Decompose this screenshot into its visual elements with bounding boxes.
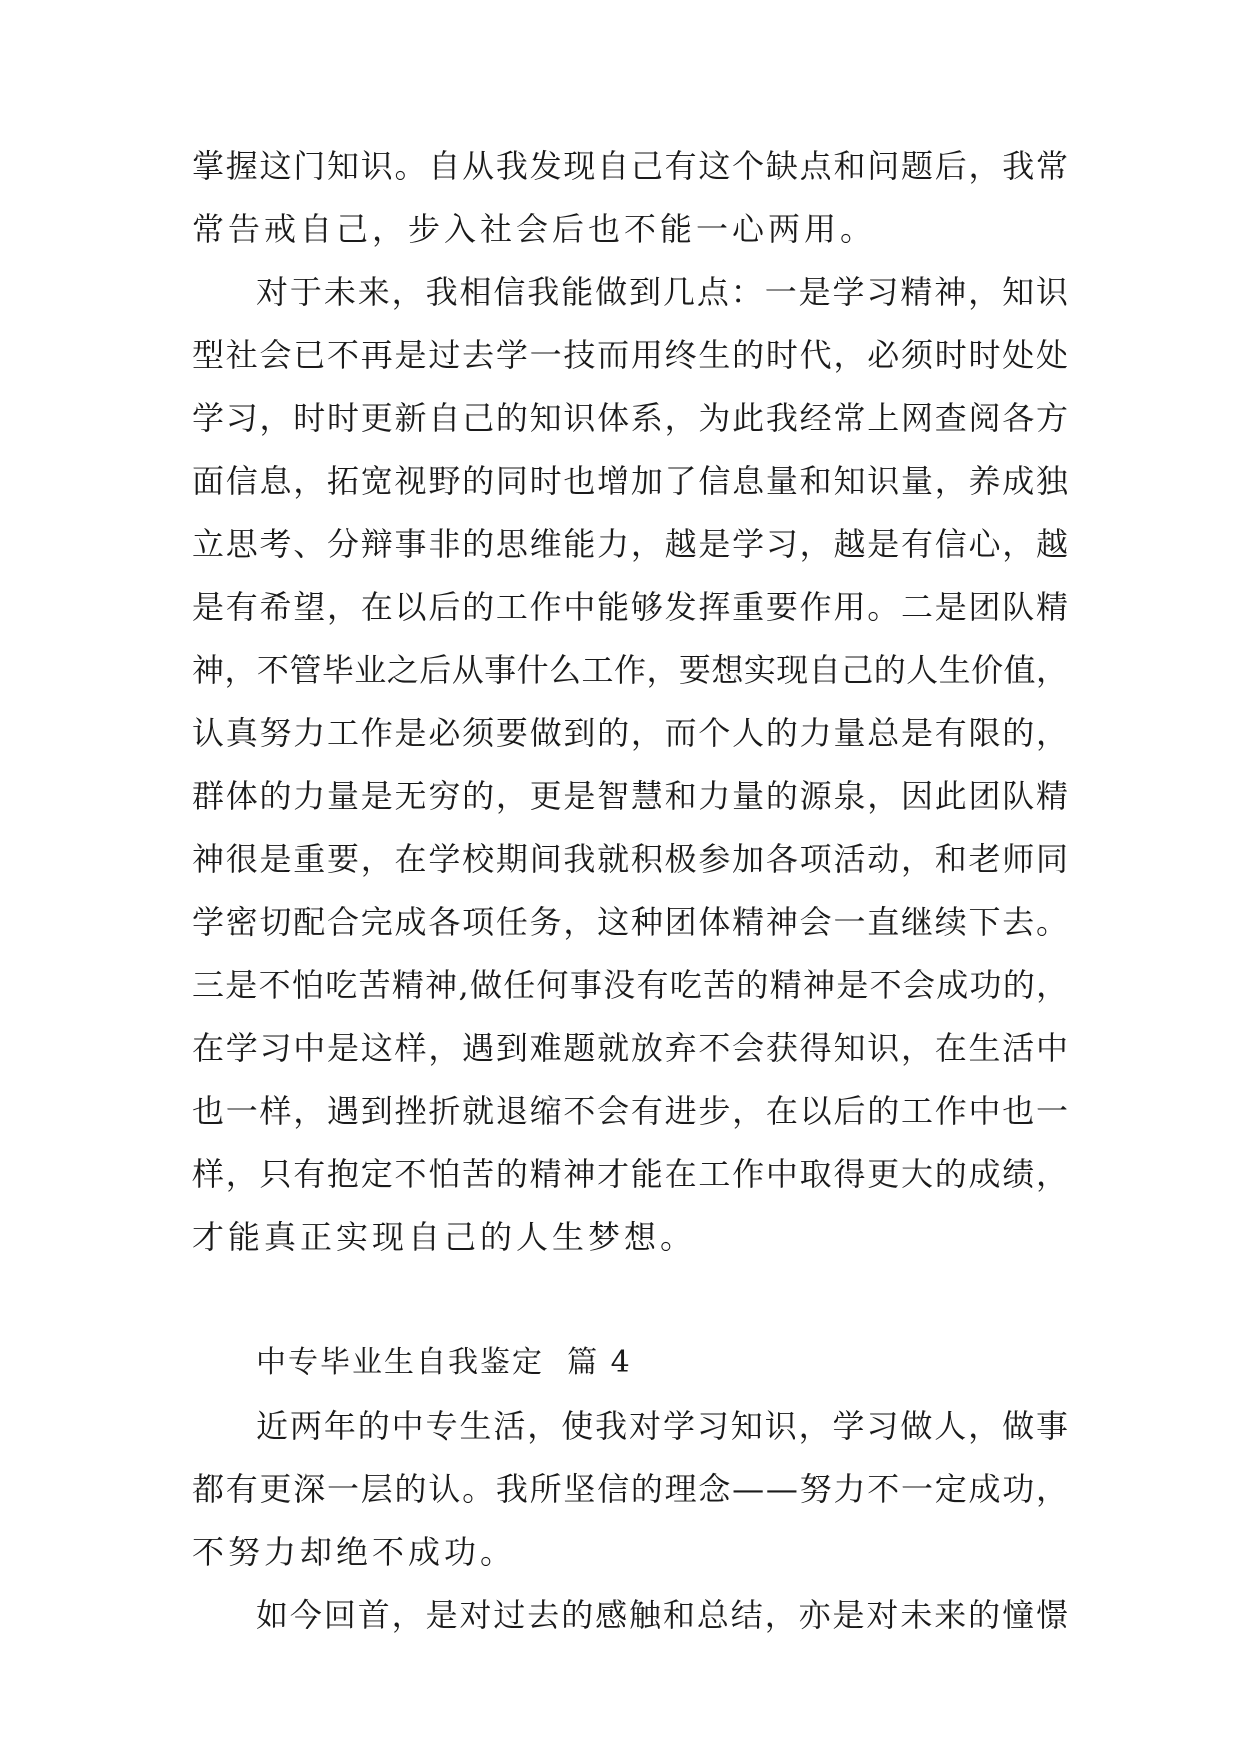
text-line: 是有希望，在以后的工作中能够发挥重要作用。二是团队精 xyxy=(192,588,1070,626)
text-line: 三是不怕吃苦精神,做任何事没有吃苦的精神是不会成功的， xyxy=(192,966,1070,1004)
text-line: 近两年的中专生活，使我对学习知识，学习做人，做事 xyxy=(256,1407,1070,1445)
text-line: 立思考、分辩事非的思维能力，越是学习，越是有信心，越 xyxy=(192,525,1070,563)
text-line: 常告戒自己，步入社会后也不能一心两用。 xyxy=(192,210,877,248)
text-line: 对于未来，我相信我能做到几点：一是学习精神，知识 xyxy=(256,273,1070,311)
text-line: 不努力却绝不成功。 xyxy=(192,1533,517,1571)
text-line: 才能真正实现自己的人生梦想。 xyxy=(192,1218,697,1256)
text-line: 神很是重要，在学校期间我就积极参加各项活动，和老师同 xyxy=(192,840,1070,878)
text-line: 在学习中是这样，遇到难题就放弃不会获得知识，在生活中 xyxy=(192,1029,1070,1067)
text-line: 样，只有抱定不怕苦的精神才能在工作中取得更大的成绩， xyxy=(192,1155,1070,1193)
text-line: 神，不管毕业之后从事什么工作，要想实现自己的人生价值， xyxy=(192,651,1069,689)
text-line: 型社会已不再是过去学一技而用终生的时代，必须时时处处 xyxy=(192,336,1070,374)
text-line: 认真努力工作是必须要做到的，而个人的力量总是有限的， xyxy=(192,714,1070,752)
text-line: 学习，时时更新自己的知识体系，为此我经常上网查阅各方 xyxy=(192,399,1070,437)
section-heading: 中专毕业生自我鉴定 篇 4 xyxy=(256,1345,632,1380)
text-line: 都有更深一层的认。我所坚信的理念——努力不一定成功， xyxy=(192,1470,1070,1508)
text-line: 学密切配合完成各项任务，这种团体精神会一直继续下去。 xyxy=(192,903,1070,941)
text-line: 面信息，拓宽视野的同时也增加了信息量和知识量，养成独 xyxy=(192,462,1070,500)
text-line: 掌握这门知识。自从我发现自己有这个缺点和问题后，我常 xyxy=(192,147,1070,185)
text-line: 如今回首，是对过去的感触和总结，亦是对未来的憧憬 xyxy=(256,1596,1070,1634)
text-line: 也一样，遇到挫折就退缩不会有进步，在以后的工作中也一 xyxy=(192,1092,1070,1130)
text-line: 群体的力量是无穷的，更是智慧和力量的源泉，因此团队精 xyxy=(192,777,1070,815)
